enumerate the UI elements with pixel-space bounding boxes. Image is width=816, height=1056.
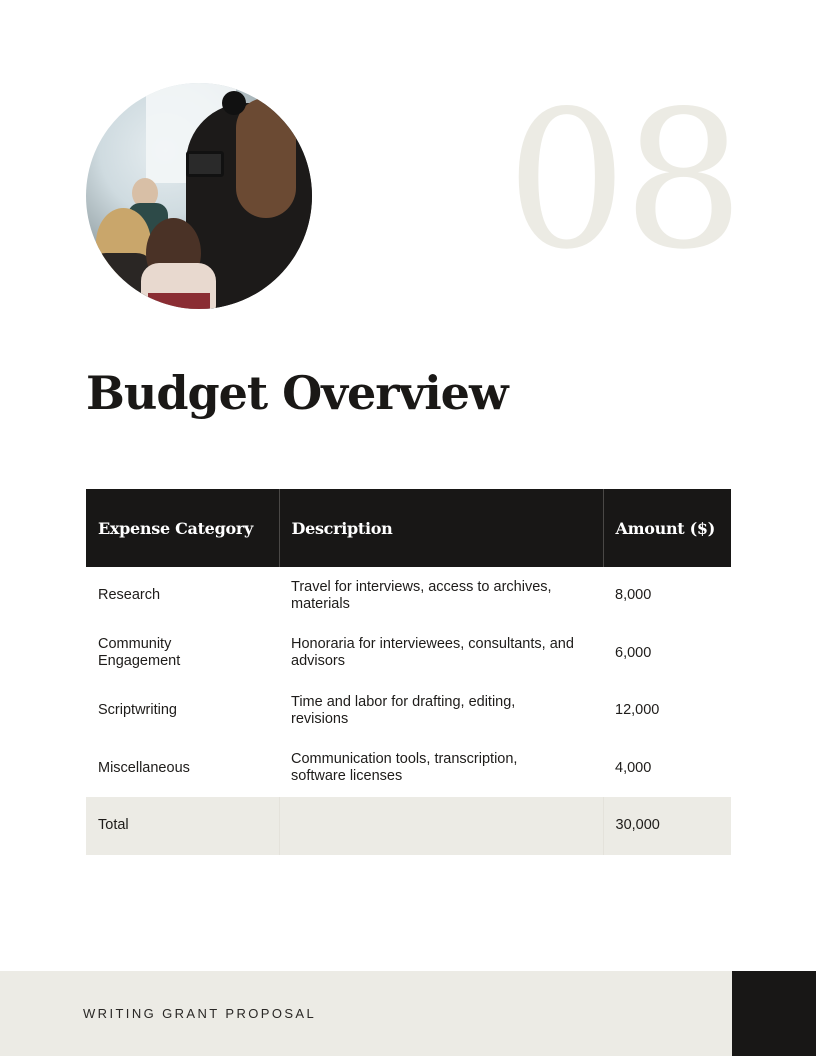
table-row <box>86 740 731 798</box>
cell-amount: 6,000 <box>615 644 652 661</box>
cell-category: Miscellaneous <box>98 759 190 776</box>
budget-table <box>86 489 731 855</box>
cell-description: Time and labor for drafting, editing, revisions <box>291 693 516 727</box>
table-row <box>86 567 731 625</box>
photo-microphone <box>222 91 246 115</box>
table-row <box>86 682 731 740</box>
cell-amount: 12,000 <box>615 702 660 719</box>
cell-description: Communication tools, transcription, software licenses <box>291 751 518 785</box>
table-total-row <box>86 797 731 855</box>
cell-description: Travel for interviews, access to archives, materials <box>291 578 552 612</box>
photo-camera-monitor <box>186 151 224 177</box>
footer-bar <box>0 971 732 1056</box>
total-label: Total <box>86 797 279 855</box>
hero-photo <box>86 83 312 309</box>
cell-category: Scriptwriting <box>98 702 177 719</box>
header-expense-category: Expense Category <box>86 489 279 567</box>
cell-amount: 8,000 <box>615 587 652 604</box>
header-amount: Amount ($) <box>603 489 731 567</box>
photo-figure <box>148 293 210 309</box>
page-number: 08 <box>506 70 740 291</box>
total-amount: 30,000 <box>603 797 731 855</box>
table-header-row <box>86 489 731 567</box>
total-description <box>279 797 603 855</box>
header-description: Description <box>279 489 603 567</box>
table-row <box>86 625 731 683</box>
footer-dark-block <box>732 971 816 1056</box>
cell-category: Community Engagement <box>98 636 181 670</box>
cell-category: Research <box>98 587 161 604</box>
cell-description: Honoraria for interviewees, consultants, and advisors <box>291 636 574 670</box>
footer-label: WRITING GRANT PROPOSAL <box>83 1006 317 1021</box>
page-title: Budget Overview <box>86 366 508 420</box>
photo-figure <box>236 98 296 218</box>
cell-amount: 4,000 <box>615 759 652 776</box>
